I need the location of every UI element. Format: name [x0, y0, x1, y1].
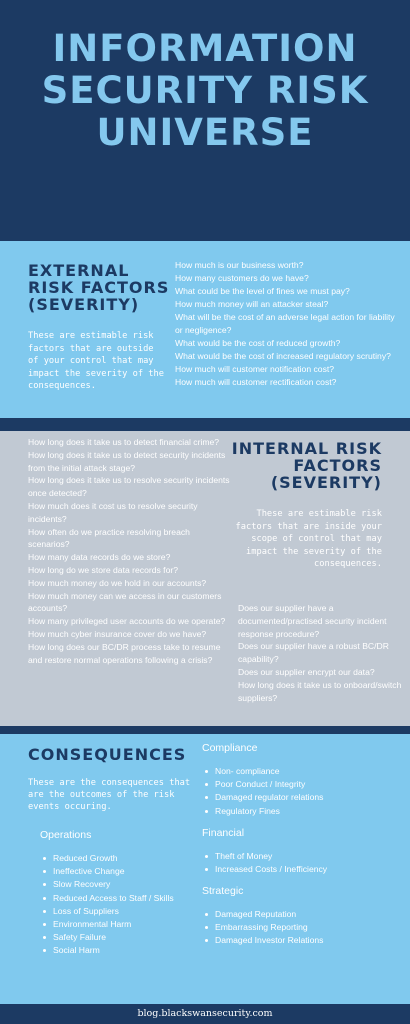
list-item: Embarrassing Reporting	[202, 921, 392, 934]
question-item: How long does it take us to onboard/switch suppliers?	[238, 679, 402, 703]
question-item: How much money do we hold in our accounts?	[28, 577, 207, 588]
list-item: Loss of Suppliers	[40, 905, 180, 918]
question-item: How much money will an attacker steal?	[175, 299, 329, 309]
question-item: How many privileged user accounts do we operate?	[28, 616, 226, 627]
list-item: Social Harm	[40, 944, 180, 957]
list-item: Reduced Access to Staff / Skills	[40, 892, 180, 905]
list-item: Regulatory Fines	[202, 805, 392, 818]
question-item: Does our supplier encrypt our data?	[238, 666, 375, 677]
page-title	[0, 28, 410, 154]
operations-list	[40, 852, 180, 958]
operations-title: Operations	[40, 829, 92, 841]
question-item: What would be the cost of reduced growth?	[175, 338, 341, 348]
title-line: INFORMATION	[52, 27, 358, 70]
question-item: How much cyber insurance cover do we have?	[28, 628, 207, 639]
heading-line: (SEVERITY)	[270, 473, 382, 492]
consequences-heading: CONSEQUENCES	[28, 745, 187, 764]
consequences-description: These are the consequences that are the outcomes of the risk events occuring.	[28, 778, 191, 812]
strategic-list	[202, 908, 392, 948]
section-divider	[0, 726, 410, 734]
heading-line: RISK FACTORS	[28, 278, 170, 297]
heading-line: EXTERNAL	[28, 261, 130, 280]
list-item: Theft of Money	[202, 850, 392, 863]
question-item: How often do we practice resolving breach scenarios?	[28, 526, 190, 550]
internal-risk-questions	[28, 436, 233, 666]
question-item: What will be the cost of an adverse legal action for liability or negligence?	[175, 312, 395, 335]
title-line: UNIVERSE	[96, 111, 314, 154]
section-divider	[0, 418, 410, 431]
question-item: How many customers do we have?	[175, 273, 309, 283]
footer-url: blog.blackswansecurity.com	[0, 1004, 410, 1024]
list-item: Damaged Investor Relations	[202, 934, 392, 947]
question-item: Does our supplier have a robust BC/DR capability?	[238, 641, 389, 665]
compliance-title: Compliance	[202, 742, 258, 754]
list-item: Ineffective Change	[40, 865, 180, 878]
list-item: Slow Recovery	[40, 878, 180, 891]
heading-line: FACTORS	[293, 456, 382, 475]
question-item: How long does it take us to detect security incidents from the initial attack stage?	[28, 449, 226, 473]
strategic-title: Strategic	[202, 885, 244, 897]
title-line: SECURITY RISK	[41, 69, 369, 112]
list-item: Safety Failure	[40, 931, 180, 944]
question-item: How much will customer rectification cost?	[175, 377, 337, 387]
external-risk-questions	[175, 259, 400, 389]
list-item: Damaged Reputation	[202, 908, 392, 921]
list-item: Damaged regulator relations	[202, 791, 392, 804]
question-item: What could be the level of fines we must pay?	[175, 286, 350, 296]
internal-risk-description: These are estimable risk factors that are inside your scope of control that may impact the severity of the consequences.	[235, 509, 382, 569]
list-item: Reduced Growth	[40, 852, 180, 865]
financial-list	[202, 850, 392, 876]
question-item: How long do we store data records for?	[28, 564, 178, 575]
question-item: How much will customer notification cost?	[175, 364, 335, 374]
heading-line: (SEVERITY)	[28, 295, 140, 314]
question-item: How many data records do we store?	[28, 552, 171, 563]
question-item: Does our supplier have a documented/practised security incident response procedure?	[238, 603, 387, 639]
list-item: Non- compliance	[202, 765, 392, 778]
question-item: How much is our business worth?	[175, 260, 304, 270]
question-item: How long does our BC/DR process take to resume and restore normal operations following a crisis?	[28, 641, 221, 665]
list-item: Increased Costs / Inefficiency	[202, 863, 392, 876]
question-item: What would be the cost of increased regulatory scrutiny?	[175, 351, 391, 361]
list-item: Environmental Harm	[40, 918, 180, 931]
external-risk-heading	[28, 262, 169, 313]
compliance-list	[202, 765, 392, 818]
list-item: Poor Conduct / Integrity	[202, 778, 392, 791]
financial-title: Financial	[202, 827, 245, 839]
question-item: How much money can we access in our customers accounts?	[28, 590, 222, 614]
external-risk-description: These are estimable risk factors that are outside of your control that may impact the severity of the consequences.	[28, 331, 164, 391]
supplier-questions	[238, 602, 403, 704]
heading-line: INTERNAL RISK	[231, 439, 382, 458]
question-item: How much does it cost us to resolve security incidents?	[28, 500, 198, 524]
question-item: How long does it take us to resolve security incidents once detected?	[28, 475, 230, 499]
internal-risk-heading	[222, 440, 382, 491]
question-item: How long does it take us to detect financial crime?	[28, 437, 220, 447]
